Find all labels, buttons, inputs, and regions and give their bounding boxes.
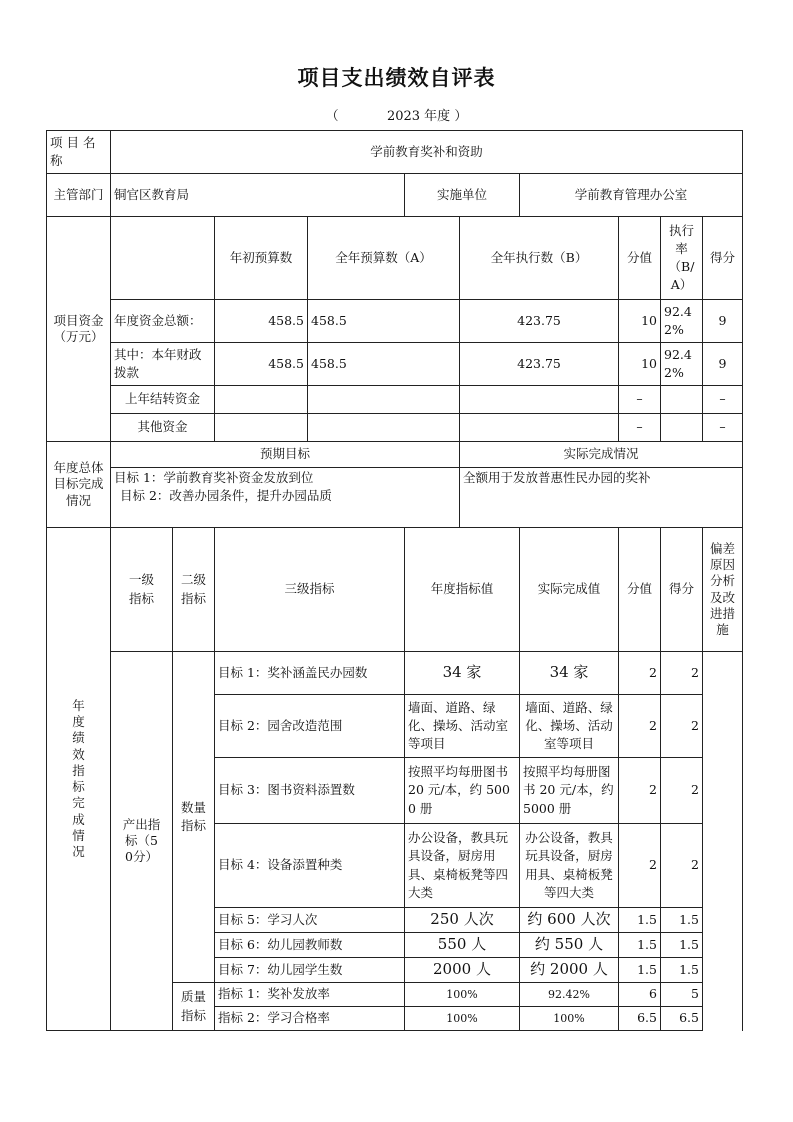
funds-row-value: – [619,414,661,442]
year-close-paren: ） [454,109,468,124]
dept-label: 主管部门 [47,174,111,217]
impl-value: 学前教育管理办公室 [520,174,743,217]
goals-actual-label: 实际完成情况 [460,442,743,468]
funds-header-row [47,217,743,300]
indicator-value: 2 [619,652,661,695]
indicator-actual: 约 2000 人 [520,958,619,983]
indicator-target: 100% [405,1007,520,1031]
indicator-name: 目标 3：图书资料添置数 [215,758,405,824]
indicator-actual: 100% [520,1007,619,1031]
funds-row-name: 年度资金总额： [111,300,215,343]
level2-quality: 质量指标 [173,983,215,1031]
header-annual-budget: 全年预算数（A） [308,217,460,300]
indicator-name: 目标 1：奖补涵盖民办园数 [215,652,405,695]
indicators-section-label: 年度绩效指标完成情况 [47,528,111,1031]
indicator-name: 目标 7：幼儿园学生数 [215,958,405,983]
indicator-score: 2 [661,695,703,758]
dept-row [47,174,743,217]
header-level3: 三级指标 [215,528,405,652]
indicator-actual: 墙面、道路、绿化、操场、活动室等项目 [520,695,619,758]
funds-row-annual: 458.5 [308,300,460,343]
funds-row-value: – [619,386,661,414]
funds-row-rate [661,386,703,414]
indicator-actual: 办公设备，教具玩具设备，厨房用具、桌椅板凳等四大类 [520,824,619,908]
indicator-value: 2 [619,695,661,758]
header-score: 得分 [661,528,703,652]
project-label: 项 目 名 称 [47,131,111,174]
goals-expected-1: 目标 1：学前教育奖补资金发放到位 [114,470,314,485]
goals-expected [111,468,460,528]
funds-row-annual: 458.5 [308,343,460,386]
header-value: 分值 [619,528,661,652]
header-actual: 实际完成值 [520,528,619,652]
funds-row [47,343,743,386]
funds-row-score: 9 [703,343,743,386]
funds-row-score: – [703,414,743,442]
funds-row [47,300,743,343]
funds-row-score: 9 [703,300,743,343]
funds-row-rate: 92.42% [661,300,703,343]
header-score: 得分 [703,217,743,300]
indicator-score: 5 [661,983,703,1007]
indicator-actual: 约 550 人 [520,933,619,958]
indicator-actual: 92.42% [520,983,619,1007]
project-row [47,131,743,174]
goals-actual: 全额用于发放普惠性民办园的奖补 [460,468,743,528]
header-level2: 二级指标 [173,528,215,652]
goals-expected-2: 目标 2：改善办园条件，提升办园品质 [120,488,332,504]
level2-quantity: 数量指标 [173,652,215,983]
goals-expected-label: 预期目标 [111,442,460,468]
project-value: 学前教育奖补和资助 [111,131,743,174]
indicator-score: 2 [661,824,703,908]
year-value: 2023 年度 [386,109,451,124]
indicator-actual: 约 600 人次 [520,908,619,933]
indicator-name: 指标 1：奖补发放率 [215,983,405,1007]
indicator-name: 指标 2：学习合格率 [215,1007,405,1031]
funds-row-name: 其中：本年财政拨款 [111,343,215,386]
page-title: 项目支出绩效自评表 [297,66,496,90]
indicator-target: 办公设备，教具玩具设备，厨房用具、桌椅板凳等四大类 [405,824,520,908]
funds-row-value: 10 [619,343,661,386]
indicator-row [47,652,743,695]
indicator-value: 2 [619,758,661,824]
indicator-name: 目标 6：幼儿园教师数 [215,933,405,958]
funds-row-exec [460,386,619,414]
indicator-value: 1.5 [619,958,661,983]
year-open-paren: （ [325,109,339,124]
indicator-actual: 34 家 [520,652,619,695]
indicator-score: 1.5 [661,908,703,933]
impl-label: 实施单位 [405,174,520,217]
indicator-target: 墙面、道路、绿化、操场、活动室等项目 [405,695,520,758]
indicator-value: 6.5 [619,1007,661,1031]
indicator-name: 目标 5：学习人次 [215,908,405,933]
goals-content-row [47,468,743,528]
indicator-score: 1.5 [661,958,703,983]
funds-row-initial [215,386,308,414]
funds-row-annual [308,386,460,414]
indicator-value: 1.5 [619,908,661,933]
header-target: 年度指标值 [405,528,520,652]
indicator-name: 目标 4：设备添置种类 [215,824,405,908]
funds-label: 项目资金（万元） [47,217,111,442]
funds-row-initial [215,414,308,442]
funds-row-value: 10 [619,300,661,343]
indicator-target: 2000 人 [405,958,520,983]
funds-row-initial: 458.5 [215,300,308,343]
funds-row-annual [308,414,460,442]
level1-output: 产出指标（50分） [111,652,173,1031]
funds-row-score: – [703,386,743,414]
indicator-value: 2 [619,824,661,908]
indicator-score: 1.5 [661,933,703,958]
indicator-target: 34 家 [405,652,520,695]
self-evaluation-table [46,130,743,1031]
funds-row [47,414,743,442]
indicators-header-row [47,528,743,652]
header-reason: 偏差原因分析及改进措施 [703,528,743,652]
indicator-name: 目标 2：园舍改造范围 [215,695,405,758]
funds-row [47,386,743,414]
indicator-score: 6.5 [661,1007,703,1031]
funds-row-exec: 423.75 [460,300,619,343]
funds-row-exec: 423.75 [460,343,619,386]
indicator-target: 按照平均每册图书 20 元/本，约 5000 册 [405,758,520,824]
header-score-value: 分值 [619,217,661,300]
funds-row-initial: 458.5 [215,343,308,386]
indicator-target: 100% [405,983,520,1007]
year-line [0,105,793,124]
header-execution: 全年执行数（B） [460,217,619,300]
indicator-score: 2 [661,758,703,824]
indicator-score: 2 [661,652,703,695]
indicator-target: 250 人次 [405,908,520,933]
goals-label: 年度总体目标完成情况 [47,442,111,528]
funds-header-blank [111,217,215,300]
indicator-value: 6 [619,983,661,1007]
indicator-value: 1.5 [619,933,661,958]
goals-header-row [47,442,743,468]
header-level1: 一级指标 [111,528,173,652]
reason-cell [703,652,743,1031]
funds-row-name: 其他资金 [111,414,215,442]
funds-row-exec [460,414,619,442]
header-initial-budget: 年初预算数 [215,217,308,300]
funds-row-rate: 92.42% [661,343,703,386]
header-exec-rate: 执行率（B/A） [661,217,703,300]
dept-value: 铜官区教育局 [111,174,405,217]
funds-row-rate [661,414,703,442]
indicator-target: 550 人 [405,933,520,958]
funds-row-name: 上年结转资金 [111,386,215,414]
indicator-actual: 按照平均每册图书 20 元/本，约 5000 册 [520,758,619,824]
